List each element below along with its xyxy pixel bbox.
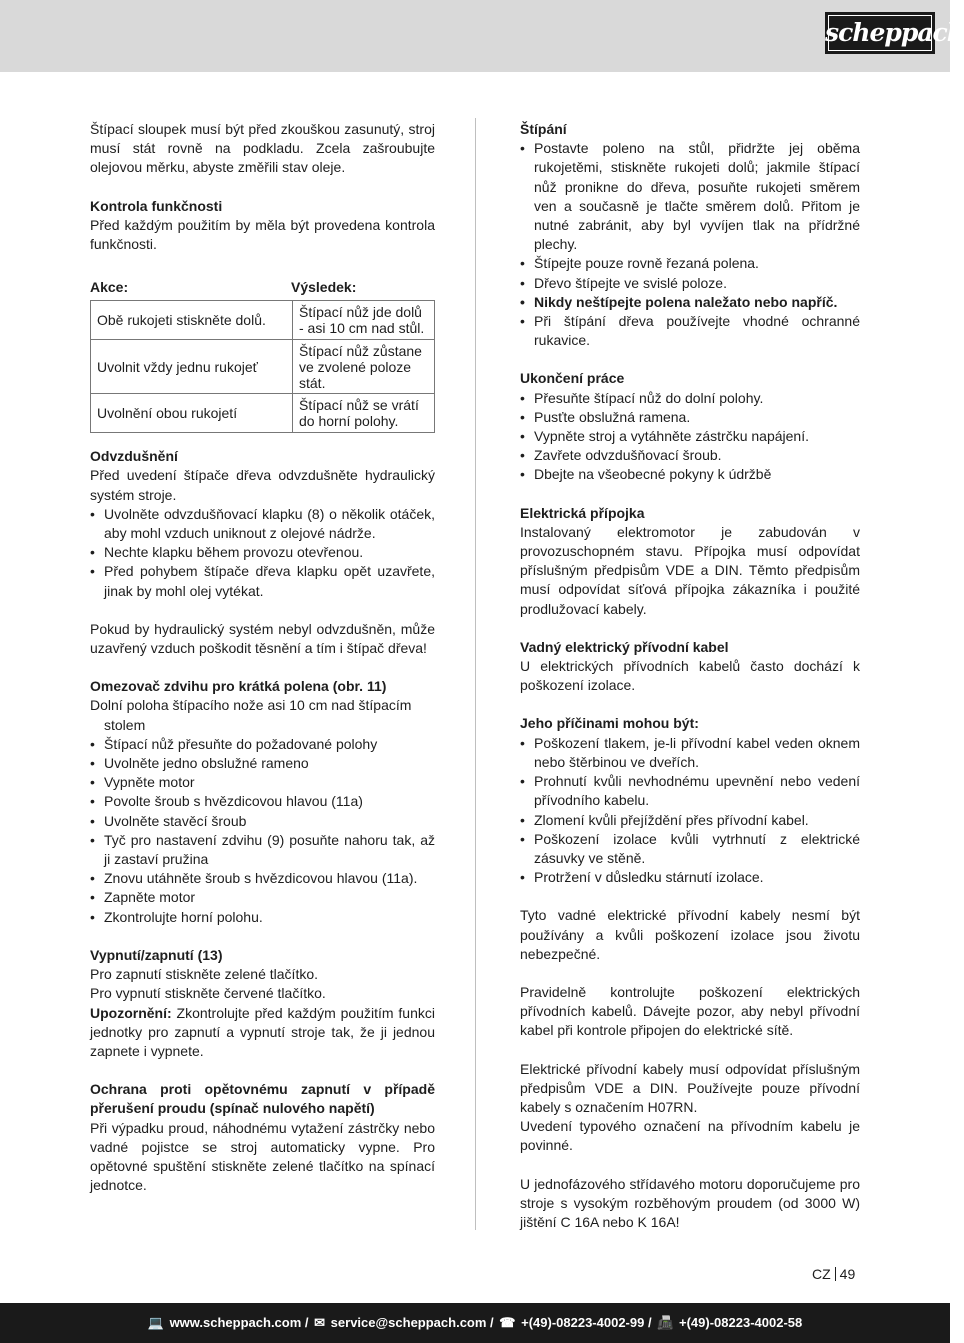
brand-logo: scheppach: [825, 12, 935, 54]
list-item: • Dbejte na všeobecné pokyny k údržbě: [520, 465, 860, 484]
section-heading-ochrana: Ochrana proti opětovnému zapnutí v případě přerušení proudu (spínač nulového napětí): [90, 1081, 435, 1117]
table-row: [91, 301, 435, 340]
function-check-table: [90, 300, 435, 433]
list-item: • Přesuňte štípací nůž do dolní polohy.: [520, 389, 860, 408]
elektricka-text: Instalovaný elektromotor je zabudován v provozuschopném stavu. Přípojka musí odpovídat příslušným předpisům VDE a DIN. Těmto předpisům musí odpovídat síťová přípojka zákazníka i použité prodlužovací kabely.: [520, 523, 860, 617]
odvzdusneni-list: [90, 505, 435, 601]
section-heading-kontrola: Kontrola funkčnosti: [90, 197, 223, 214]
priciny-list: [520, 734, 860, 888]
upozorneni-text: Zkontrolujte před každým použitím funkci jednotky pro zapnutí a vypnutí stroje tak, že ji jednou zapnete i vypnete.: [90, 1004, 435, 1059]
omezovac-list: [90, 735, 435, 927]
list-item: • Vypněte motor: [90, 773, 435, 792]
list-item: • Uvolněte odvzdušňovací klapku (8) o několik otáček, aby mohl vzduch uniknout z olejové nádrže.: [90, 505, 435, 543]
list-item: • Poškození izolace kvůli vytrhnutí z elektrické zásuvky ve stěně.: [520, 830, 860, 868]
section-heading-priciny: Jeho příčinami mohou být:: [520, 715, 699, 732]
section-heading-vadny-kabel: Vadný elektrický přívodní kabel: [520, 638, 729, 655]
fax-icon: 📠: [657, 1315, 674, 1330]
vypnuti-line-on: Pro zapnutí stiskněte zelené tlačítko.: [90, 966, 319, 983]
list-item: • Nechte klapku během provozu otevřenou.: [90, 543, 435, 562]
list-item: • Uvolněte jedno obslužné rameno: [90, 754, 435, 773]
section-heading-elektricka: Elektrická přípojka: [520, 504, 645, 521]
kabely-predpisy-paragraph: Elektrické přívodní kabely musí odpovídat příslušným předpisům VDE a DIN. Používejte pouze přívodní kabely s označením H07RN.: [520, 1060, 860, 1115]
list-item: • Prohnutí kvůli nevhodnému upevnění nebo vedení přívodního kabelu.: [520, 772, 860, 810]
table-cell-result: Štípací nůž zůstane ve zvolené poloze stát.: [293, 340, 435, 394]
mail-icon: ✉: [314, 1315, 326, 1330]
vypnuti-line-off: Pro vypnutí stiskněte červené tlačítko.: [90, 985, 326, 1002]
list-item: • Štípací nůž přesuňte do požadované polohy: [90, 735, 435, 754]
list-item: • Znovu utáhněte šroub s hvězdicovou hlavou (11a).: [90, 869, 435, 888]
list-item: • Zavřete odvzdušňovací šroub.: [520, 446, 860, 465]
table-row: [91, 394, 435, 433]
section-heading-vypnuti: Vypnutí/zapnutí (13): [90, 946, 223, 963]
left-column: [90, 120, 435, 1195]
intro-paragraph: Štípací sloupek musí být před zkouškou zasunutý, stroj musí stát rovně na podkladu. Zcela zašroubujte olejovou měrku, abyste změřili stav oleje.: [90, 121, 435, 176]
laptop-icon: 💻: [147, 1315, 164, 1330]
list-item: • Poškození tlakem, je-li přívodní kabel veden oknem nebo štěrbinou ve dveřích.: [520, 734, 860, 772]
typove-oznaceni-paragraph: Uvedení typového označení na přívodním kabelu je povinné.: [520, 1118, 860, 1154]
table-cell-action: Uvolnit vždy jednu rukojeť: [91, 340, 293, 394]
table-cell-result: Štípací nůž se vrátí do horní polohy.: [293, 394, 435, 433]
ochrana-text: Při výpadku proud, náhodnému vytažení zástrčky nebo vadné pojistce se stroj automaticky vypne. Pro opětovné spuštění stiskněte zelené tlačítko na spínací jednotce.: [90, 1119, 435, 1194]
list-item: • Uvolněte stavěcí šroub: [90, 812, 435, 831]
page-language: CZ: [812, 1266, 831, 1282]
list-item: • Štípejte pouze rovně řezaná polena.: [520, 254, 860, 273]
list-item: • Povolte šroub s hvězdicovou hlavou (11a): [90, 792, 435, 811]
list-item: • Dřevo štípejte ve svislé poloze.: [520, 274, 860, 293]
list-item: • Postavte poleno na stůl, přidržte jej oběma rukojetěmi, stiskněte rukojeti dolů; jakmile štípací nůž pronikne do dřeva, posuňte rukojeti směrem ven a současně je tlačte směrem dolů. Přitom je nutné zabránit, aby byl vyvíjen tlak na přídržné plechy.: [520, 139, 860, 254]
page-number: [812, 1266, 855, 1282]
column-divider: [475, 118, 476, 1230]
phone-icon: ☎: [499, 1315, 516, 1330]
page-footer: [0, 1303, 950, 1343]
section-heading-omezovac: Omezovač zdvihu pro krátká polena (obr. 11): [90, 678, 387, 695]
page-header: [0, 0, 964, 72]
phone-number: +(49)-08223-4002-99 /: [521, 1315, 652, 1330]
table-cell-action: Uvolnění obou rukojetí: [91, 394, 293, 433]
website-link[interactable]: www.scheppach.com /: [169, 1315, 309, 1330]
omezovac-intro: Dolní poloha štípacího nože asi 10 cm nad štípacím stolem: [90, 697, 412, 733]
table-row: [91, 340, 435, 394]
upozorneni-label: Upozornění:: [90, 1004, 172, 1021]
fax-number: +(49)-08223-4002-58: [679, 1315, 803, 1330]
list-item: • Nikdy neštípejte polena naležato nebo napříč.: [520, 293, 860, 312]
list-item: • Zlomení kvůli přejíždění přes přívodní kabel.: [520, 811, 860, 830]
hydraulic-warning-paragraph: Pokud by hydraulický systém nebyl odvzdušněn, může uzavřený vzduch poškodit těsnění a tím i štípač dřeva!: [90, 620, 435, 657]
ukonceni-list: [520, 389, 860, 485]
list-item: • Při štípání dřeva používejte vhodné ochranné rukavice.: [520, 312, 860, 350]
table-header-akce: Akce:: [90, 279, 129, 296]
list-item: • Před pohybem štípače dřeva klapku opět uzavřete, jinak by mohl olej vytékat.: [90, 562, 435, 600]
kontrola-text: Před každým použitím by měla být provedena kontrola funkčnosti.: [90, 216, 435, 253]
list-item: • Vypněte stroj a vytáhněte zástrčku napájení.: [520, 427, 860, 446]
list-item: • Zapněte motor: [90, 888, 435, 907]
stipani-list: [520, 139, 860, 350]
page-number-value: 49: [839, 1266, 856, 1282]
table-cell-action: Obě rukojeti stiskněte dolů.: [91, 301, 293, 340]
section-heading-odvzdusneni: Odvzdušnění: [90, 448, 178, 465]
odvzdusneni-text: Před uvedení štípače dřeva odvzdušněte hydraulický systém stroje.: [90, 467, 435, 503]
right-column: [520, 120, 860, 1232]
email-link[interactable]: service@scheppach.com /: [330, 1315, 494, 1330]
table-cell-result: Štípací nůž jde dolů - asi 10 cm nad stůl.: [293, 301, 435, 340]
list-item: • Tyč pro nastavení zdvihu (9) posuňte nahoru tak, až ji zastaví pružina: [90, 831, 435, 869]
vadny-kabel-text: U elektrických přívodních kabelů často dochází k poškození izolace.: [520, 658, 860, 694]
list-item: • Zkontrolujte horní polohu.: [90, 908, 435, 927]
vadne-kabely-paragraph: Tyto vadné elektrické přívodní kabely nesmí být používány a kvůli poškození izolace jsou životu nebezpečné.: [520, 907, 860, 962]
table-header-vysledek: Výsledek:: [291, 279, 357, 296]
page-number-separator: [835, 1267, 836, 1281]
section-heading-ukonceni: Ukončení práce: [520, 370, 625, 387]
pravidelna-kontrola-paragraph: Pravidelně kontrolujte poškození elektrických přívodních kabelů. Dávejte pozor, aby nebyl přívodní kabel při kontrole připojen do elektrické sítě.: [520, 983, 860, 1039]
table-header: [90, 278, 435, 297]
list-item: • Protržení v důsledku stárnutí izolace.: [520, 868, 860, 887]
upozorneni-paragraph: [90, 1004, 435, 1062]
section-heading-stipani: Štípání: [520, 121, 567, 137]
motor-jisteni-paragraph: U jednofázového střídavého motoru doporučujeme pro stroje s vysokým rozběhovým proudem (od 3000 W) jištění C 16A nebo K 16A!: [520, 1175, 860, 1230]
list-item: • Pusťte obslužná ramena.: [520, 408, 860, 427]
